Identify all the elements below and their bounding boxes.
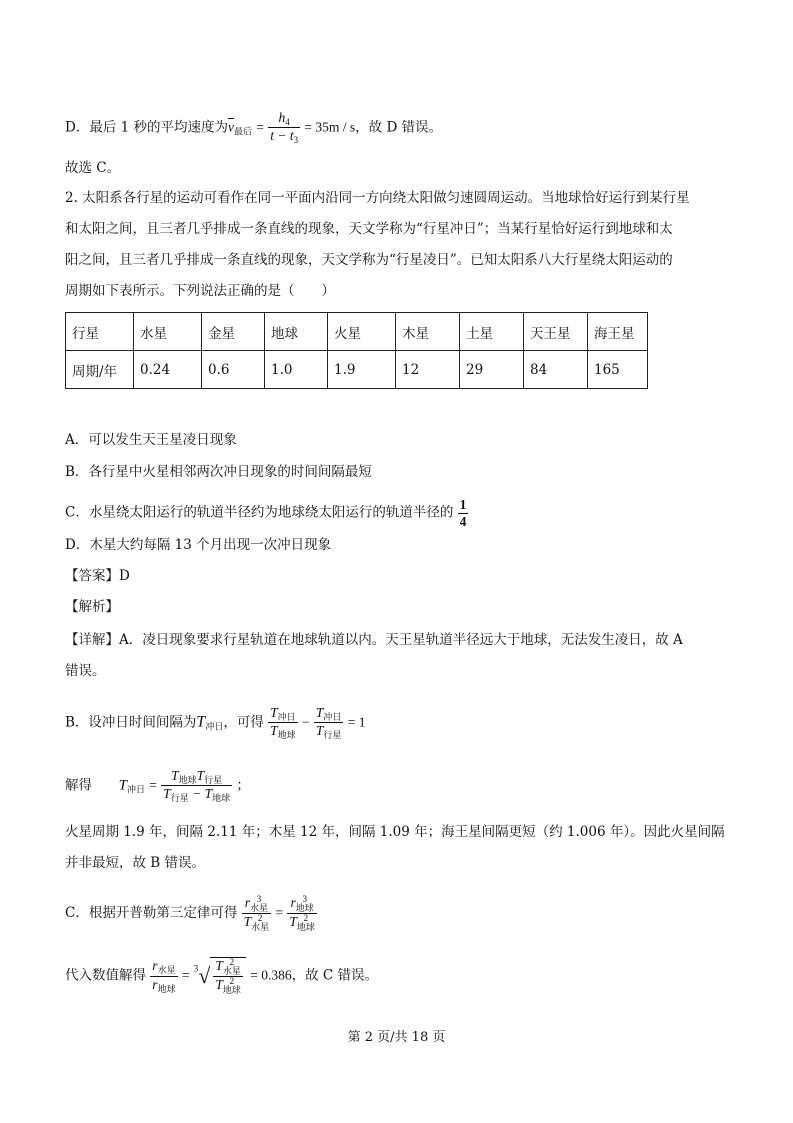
table-cell: 行星 (66, 313, 134, 351)
detail-b-line-4: 并非最短，故 B 错误。 (65, 855, 206, 871)
detail-b-line-3: 火星周期 1.9 年，间隔 2.11 年；木星 12 年，间隔 1.09 年；海王星间隔更短（约 1.006 年）。因此火星间隔 (65, 824, 725, 840)
sub: 冲日 (126, 785, 145, 796)
cube-root: T 2 水星 T 2 地球 (210, 957, 246, 995)
q2-line-4: 周期如下表所示。下列说法正确的是（ ） (65, 283, 335, 299)
table-cell: 0.6 (202, 351, 265, 389)
table-cell: 165 (588, 351, 648, 389)
table-cell: 84 (524, 351, 588, 389)
sub: 水星 (250, 903, 269, 913)
sub: 水星 (251, 922, 270, 932)
option-b: B．各行星中火星相邻两次冲日现象的时间间隔最短 (65, 464, 372, 480)
answer-line: 【答案】D (65, 568, 130, 584)
table-row (66, 313, 648, 351)
table-cell: 天王星 (524, 313, 588, 351)
part-d-prefix: D．最后 1 秒的平均速度为 (65, 119, 228, 136)
sub: 地球 (157, 983, 176, 994)
detail-a-line-1: 【详解】A．凌日现象要求行星轨道在地球轨道以内。天王星轨道半径远大于地球，无法发生凌日，故 A (65, 632, 683, 648)
sub: 行星 (170, 793, 189, 804)
ratio-frac: $\frac{r_{水星}}{r_{地球}}$ (152, 958, 176, 994)
part-d-result: = 35m / s (304, 119, 356, 135)
kepler-frac-1: r 3 水星 T 2 水星 (243, 894, 270, 932)
t-symbol: T (196, 713, 206, 731)
sub: 地球 (295, 903, 314, 913)
t-sub: 冲日 (205, 722, 224, 733)
table-cell: 0.24 (134, 351, 202, 389)
table-cell: 土星 (460, 313, 524, 351)
den-sub: 3 (293, 135, 299, 146)
detail-b-line-1: B．设冲日时间间隔为$T_{冲日}$，可得 $\frac{T_{冲日}}{T_{地球}}$ − $\frac{T_{冲日}}{T_{行星}}$ = 1 (65, 705, 366, 741)
table-cell: 29 (460, 351, 524, 389)
eq-rhs: = 1 (347, 714, 366, 730)
detail-c-prefix: C．根据开普勒第三定律可得 (65, 905, 238, 921)
sub: 水星 (157, 965, 176, 976)
table-cell: 12 (396, 351, 460, 389)
c-result: = 0.386 (250, 967, 292, 983)
num: 1 (459, 497, 467, 512)
option-a: A．可以发生天王星凌日现象 (65, 432, 237, 448)
part-d-line: D．最后 1 秒的平均速度为$\overline{v}_{最后}$ = $\frac{h_4}{t - t_3}$ = 35m / s，故 D 错误。 (65, 110, 443, 146)
v-sub: 最后 (234, 127, 253, 138)
sub: 地球 (212, 793, 231, 804)
sub: 冲日 (323, 712, 342, 722)
table-cell: 海王星 (588, 313, 648, 351)
num-sub: 4 (285, 117, 290, 127)
option-d: D．木星大约每隔 13 个月出现一次冲日现象 (65, 537, 332, 553)
sub: 水星 (222, 966, 241, 976)
solve-end: ； (236, 777, 250, 794)
v-symbol: $\overline{v}$ (228, 119, 234, 135)
den: t − t (270, 128, 294, 144)
detail-c-line-1: C．根据开普勒第三定律可得 r 3 水星 T 2 水星 = r 3 地球 T 2 地球 (65, 894, 315, 932)
part-d-suffix: ，故 D 错误。 (355, 119, 443, 136)
eq-frac-2: $\frac{T_{冲日}}{T_{行星}}$ (315, 705, 342, 741)
sub: 地球 (222, 985, 241, 995)
table-cell: 周期/年 (66, 351, 134, 389)
den: 4 (459, 513, 467, 529)
sub: 地球 (277, 730, 296, 741)
q2-line-2: 和太阳之间，且三者几乎排成一条直线的现象，天文学称为“行星冲日”；当某行星恰好运行到地球和太 (65, 221, 673, 237)
detail-c-prefix2: 代入数值解得 (65, 967, 146, 984)
sub: 地球 (296, 922, 315, 932)
table-cell: 1.9 (328, 351, 396, 389)
detail-b-prefix: B．设冲日时间间隔为 (65, 714, 197, 731)
detail-a-line-2: 错误。 (65, 663, 106, 679)
choose-line: 故选 C。 (65, 160, 121, 176)
table-cell: 金星 (202, 313, 265, 351)
solve-label: 解得 (65, 777, 92, 794)
option-c-text: C．水星绕太阳运行的轨道半径约为地球绕太阳运行的轨道半径的 (65, 504, 454, 521)
sub: 地球 (178, 775, 197, 785)
option-c-fraction (458, 497, 469, 529)
table-cell: 木星 (396, 313, 460, 351)
sub: 冲日 (277, 712, 296, 722)
table-cell: 火星 (328, 313, 396, 351)
kepler-frac-2: r 3 地球 T 2 地球 (289, 894, 315, 932)
page-footer: 第 2 页/共 18 页 (347, 1030, 446, 1045)
num: h (278, 110, 286, 125)
detail-c-line-2: 代入数值解得 $\frac{r_{水星}}{r_{地球}}$ = $^3$√ T 2 水星 T 2 地球 = 0.386，故 C 错误。 (65, 957, 378, 995)
q2-line-1: 2. 太阳系各行星的运动可看作在同一平面内沿同一方向绕太阳做匀速圆周运动。当地球恰好运行到某行星 (65, 190, 690, 206)
option-c (65, 497, 468, 529)
solve-frac: $\frac{T_{地球}T_{行星}}{T_{行星} - T_{地球}}$ (163, 768, 231, 804)
eq-frac-1: $\frac{T_{冲日}}{T_{地球}}$ (270, 705, 296, 741)
table-row (66, 351, 648, 389)
detail-b-mid: ，可得 (223, 714, 264, 731)
sub: 行星 (204, 775, 223, 785)
table-cell: 水星 (134, 313, 202, 351)
q2-line-3: 阳之间，且三者几乎排成一条直线的现象，天文学称为“行星凌日”。已知太阳系八大行星绕太阳运动的 (65, 252, 673, 268)
part-d-fraction (268, 110, 300, 146)
table-cell: 地球 (265, 313, 328, 351)
table-cell: 1.0 (265, 351, 328, 389)
detail-b-line-2: 解得 $T_{冲日}$ = $\frac{T_{地球}T_{行星}}{T_{行星} - T_{地球}}$ ； (65, 768, 250, 804)
analysis-line: 【解析】 (65, 599, 119, 615)
sub: 行星 (323, 730, 342, 741)
period-table (65, 312, 648, 389)
c-suffix: ，故 C 错误。 (291, 967, 378, 984)
